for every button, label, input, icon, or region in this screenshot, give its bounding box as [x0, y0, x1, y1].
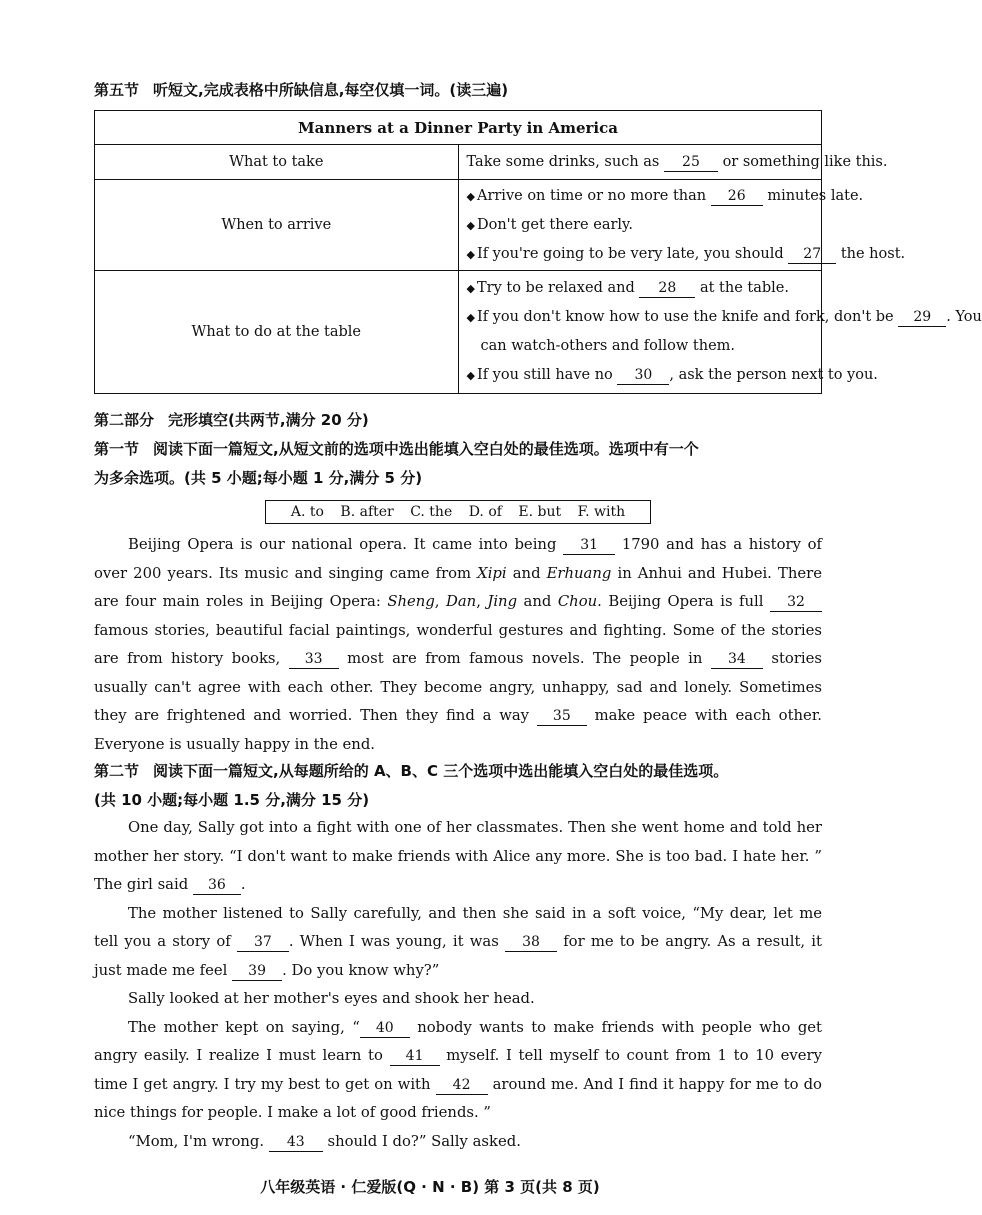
- row-text: . You: [946, 309, 982, 325]
- row-text: minutes late.: [767, 187, 864, 204]
- section2-heading-cont: [94, 789, 369, 810]
- bullet-icon: ◆: [466, 189, 475, 203]
- page-footer: 八年级英语 · 仁爱版(Q · N · B) 第 3 页(共 8 页): [260, 1178, 600, 1196]
- blank-31[interactable]: 31: [563, 537, 615, 555]
- passage-beijing-opera: Beijing Opera is our national opera. It came into being 31 1790 and has a history of over 200 years. Its music and singing came from Xipi and Erhuang in Anhui and Hubei. There are four main roles in Beijing Opera: Sheng, Dan, Jing and Chou. Beijing Opera is full 32 famous stories, beautiful facial paintings, wonderful gestures and fighting. Some of the stories are from history books, 33 most are from famous novels. The people in 34 stories usually can't agree with each other. They become angry, unhappy, sad and lonely. Sometimes they are frightened and worried. Then they find a way 35 make peace with each other. Everyone is usually happy in the end.: [94, 536, 822, 753]
- blank-27[interactable]: 27: [788, 246, 836, 264]
- section1-line2: 为多余选项。(共 5 小题;每小题 1 分,满分 5 分): [94, 469, 423, 487]
- bullet-icon: ◆: [466, 282, 475, 295]
- part2-label: 第二部分: [94, 411, 155, 429]
- blank-38[interactable]: 38: [505, 934, 557, 952]
- passage-text: “Mom, I'm wrong.: [128, 1132, 265, 1150]
- section1-label: 第一节: [94, 440, 140, 458]
- row-text: If you're going to be very late, you should: [476, 245, 784, 262]
- option-e: E. but: [518, 504, 562, 520]
- row-text: If you don't know how to use the knife and fork, don't be: [476, 309, 894, 325]
- passage-text: in Anhui and Hubei. There are four main roles in Beijing Opera:: [94, 564, 822, 610]
- option-c: C. the: [410, 504, 453, 520]
- italic-term: Sheng: [387, 593, 435, 610]
- blank-35[interactable]: 35: [537, 708, 587, 726]
- passage-text: . Beijing Opera is full: [597, 593, 764, 610]
- row-content: [458, 180, 906, 271]
- bullet-icon: ◆: [466, 311, 475, 324]
- option-f: F. with: [577, 504, 626, 520]
- bullet-icon: ◆: [466, 247, 475, 261]
- row-text: Don't get there early.: [476, 216, 633, 233]
- paragraph-2: [94, 900, 822, 986]
- blank-40[interactable]: 40: [360, 1020, 410, 1038]
- blank-33[interactable]: 33: [289, 651, 339, 669]
- row-text: can watch-others and follow them.: [480, 338, 736, 354]
- italic-term: Jing: [487, 593, 518, 610]
- passage-text: . Do you know why?”: [282, 961, 440, 979]
- blank-36[interactable]: 36: [193, 877, 241, 895]
- passage-sally: [94, 814, 822, 1156]
- passage-text: . When I was young, it was: [288, 933, 499, 950]
- paragraph-1: [94, 814, 822, 900]
- bullet-icon: ◆: [466, 218, 475, 232]
- options-box: [265, 500, 651, 524]
- row-content: [458, 271, 982, 394]
- blank-32[interactable]: 32: [770, 594, 822, 612]
- part2-heading: [94, 409, 369, 430]
- row-text: If you still have no: [476, 367, 613, 383]
- section5-heading: [94, 79, 508, 100]
- section1-line1: 阅读下面一篇短文,从短文前的选项中选出能填入空白处的最佳选项。选项中有一个: [153, 440, 699, 458]
- section1-heading-cont: [94, 467, 422, 488]
- paragraph-4: [94, 1014, 822, 1128]
- blank-42[interactable]: 42: [436, 1077, 488, 1095]
- table-row-when-to-arrive: [95, 180, 822, 271]
- manners-table: [94, 110, 982, 394]
- row-text: or something like this.: [722, 153, 888, 170]
- italic-term: Erhuang: [546, 564, 612, 582]
- passage-text: should I do?” Sally asked.: [327, 1132, 521, 1150]
- table-row-what-to-take: [95, 145, 822, 180]
- section5-label: 第五节: [94, 81, 140, 99]
- passage-text: for me to be angry. As a result, it just made me feel: [94, 933, 822, 979]
- blank-28[interactable]: 28: [639, 280, 695, 298]
- section1-heading: [94, 438, 699, 459]
- section2-label: 第二节: [94, 762, 140, 780]
- section2-line2: (共 10 小题;每小题 1.5 分,满分 15 分): [94, 791, 370, 809]
- row-text: , ask the person next to you.: [669, 367, 878, 383]
- paragraph-3: [94, 985, 822, 1014]
- italic-term: Chou: [557, 593, 598, 610]
- blank-37[interactable]: 37: [237, 934, 289, 952]
- passage-text: around me. And I find it happy for me to do nice things for people. I make a lot of good friends. ”: [94, 1075, 822, 1121]
- row-text: Try to be relaxed and: [476, 280, 635, 296]
- blank-25[interactable]: 25: [664, 154, 718, 172]
- blank-43[interactable]: 43: [269, 1134, 323, 1152]
- passage-text: Beijing Opera is our national opera. It came into being: [128, 536, 557, 553]
- row-label: What to take: [95, 145, 459, 180]
- table-row-what-to-do: [95, 271, 822, 394]
- paragraph-5: [94, 1128, 822, 1157]
- passage-text: myself. I tell myself to count from 1 to 10 every time I get angry. I try my best to get on with: [94, 1047, 822, 1093]
- section5-text: 听短文,完成表格中所缺信息,每空仅填一词。(读三遍): [153, 81, 509, 99]
- passage-text: Sally looked at her mother's eyes and shook her head.: [128, 990, 535, 1007]
- option-d: D. of: [468, 504, 502, 520]
- passage-text: most are from famous novels. The people in: [347, 650, 703, 667]
- section2-line1: 阅读下面一篇短文,从每题所给的 A、B、C 三个选项中选出能填入空白处的最佳选项。: [153, 762, 729, 780]
- table-title: Manners at a Dinner Party in America: [95, 111, 822, 145]
- italic-term: Dan: [445, 593, 477, 610]
- blank-26[interactable]: 26: [711, 188, 763, 206]
- bullet-icon: ◆: [466, 369, 475, 382]
- passage-text: .: [240, 876, 246, 893]
- passage-text: famous stories, beautiful facial paintings, wonderful gestures and fighting. Some of the stories are from history books,: [94, 621, 822, 667]
- row-content: [458, 145, 888, 180]
- blank-39[interactable]: 39: [232, 963, 282, 981]
- option-a: A. to: [290, 504, 324, 520]
- passage-text: The mother kept on saying, “: [128, 1018, 360, 1036]
- passage-text: One day, Sally got into a fight with one of her classmates. Then she went home and told her mother her story. “I don't want to make friends with Alice any more. She is too bad. I hate her. ” The girl said: [94, 819, 822, 893]
- part2-text: 完形填空(共两节,满分 20 分): [168, 411, 369, 429]
- row-text: Take some drinks, such as: [466, 153, 660, 170]
- passage-text: 1790 and has a history of over 200 years. Its music and singing came from: [94, 536, 822, 582]
- row-label: What to do at the table: [95, 271, 459, 394]
- passage-text: make peace with each other. Everyone is usually happy in the end.: [94, 707, 822, 753]
- passage-text: nobody wants to make friends with people who get angry easily. I realize I must learn to: [94, 1018, 822, 1064]
- option-b: B. after: [340, 504, 394, 520]
- passage-text: The mother listened to Sally carefully, and then she said in a soft voice, “My dear, let me tell you a story of: [94, 904, 822, 950]
- blank-34[interactable]: 34: [711, 651, 763, 669]
- blank-29[interactable]: 29: [898, 309, 946, 327]
- section2-heading: [94, 760, 728, 781]
- blank-30[interactable]: 30: [617, 367, 669, 385]
- row-label: When to arrive: [95, 180, 459, 271]
- italic-term: Xipi: [477, 564, 507, 582]
- passage-text: stories usually can't agree with each other. They become angry, unhappy, sad and lonely. Sometimes they are frightened and worried. Then they find a way: [94, 650, 822, 724]
- blank-41[interactable]: 41: [390, 1048, 440, 1066]
- row-text: Arrive on time or no more than: [476, 187, 707, 204]
- row-text: at the table.: [699, 280, 789, 296]
- row-text: the host.: [840, 245, 906, 262]
- passage-text: and: [512, 564, 541, 582]
